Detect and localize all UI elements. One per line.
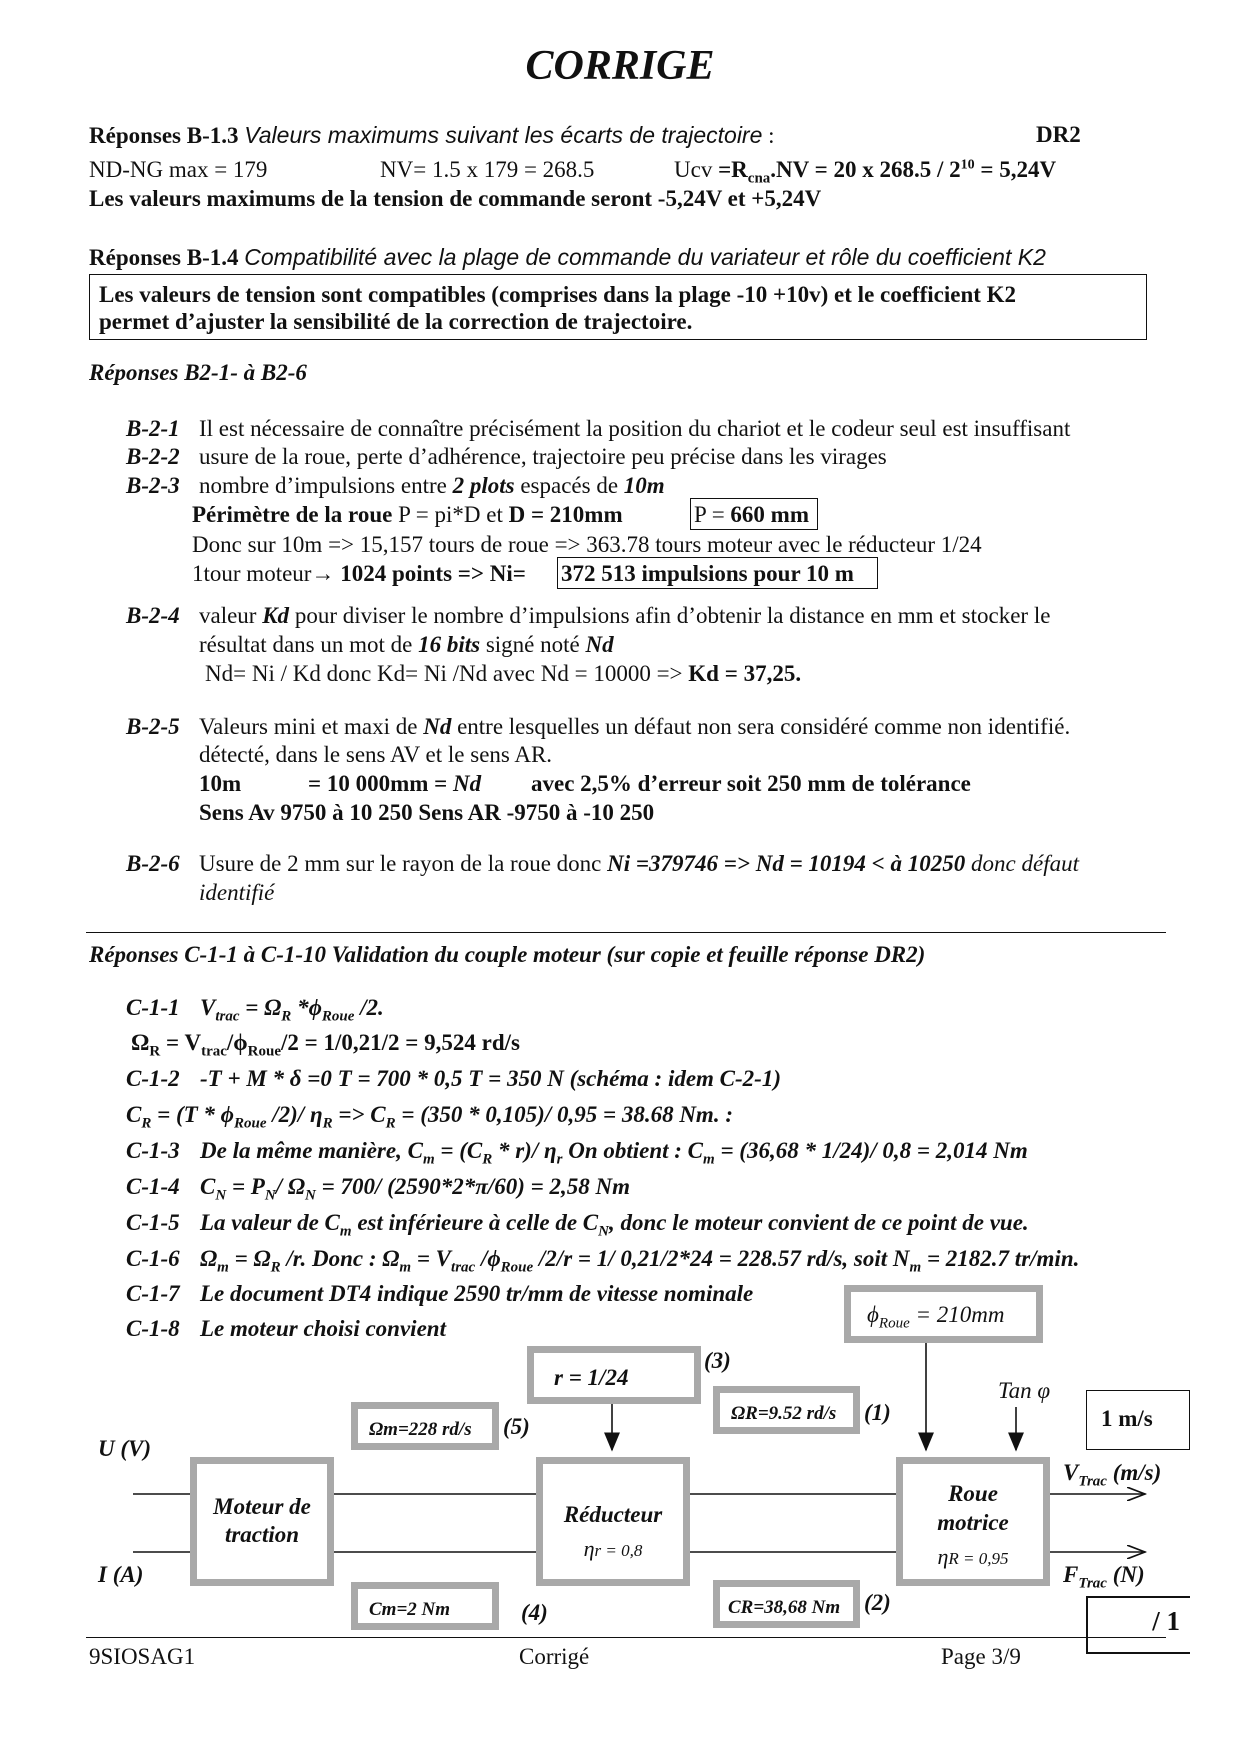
b24-num: B-2-4 — [126, 603, 180, 628]
footer-page-number: Page 3/9 — [941, 1644, 1021, 1669]
b24-l1a: valeur — [199, 603, 263, 628]
cm-text: Cm=2 Nm — [369, 1599, 451, 1620]
c16-g: = 2182.7 tr/min. — [921, 1246, 1080, 1271]
b23-perim-box-pre: P = — [694, 502, 731, 527]
c13-b: = (C — [434, 1138, 483, 1163]
b23-donc: Donc sur 10m => 15,157 tours de roue => 363.78 tours moteur avec le réducteur 1/24 — [192, 532, 982, 557]
phi-roue-a: ϕ — [867, 1302, 879, 1327]
reducer-eta — [543, 1536, 683, 1562]
label-3: (3) — [704, 1348, 731, 1373]
b25-l3d: avec 2,5% d’erreur soit 250 mm de tolérance — [531, 771, 971, 796]
b13-ndng: ND-NG max = 179 — [89, 157, 268, 182]
c16-b-sub: R — [270, 1259, 281, 1276]
c11-d: /2. — [354, 995, 384, 1020]
c11-a-sub: trac — [215, 1008, 240, 1025]
c16-num: C-1-6 — [126, 1246, 180, 1271]
r-ratio-box — [527, 1346, 701, 1404]
c16-b: = Ω — [228, 1246, 271, 1271]
b13-colon: : — [762, 123, 775, 148]
score-box — [1086, 1596, 1190, 1654]
wheel-eta-value: R = 0,95 — [948, 1549, 1009, 1568]
b26-l1c: donc défaut — [965, 851, 1079, 876]
c16-c-sub: m — [399, 1259, 412, 1276]
ftrac-sub: Trac — [1078, 1575, 1107, 1592]
vtrac-a: V — [1063, 1460, 1079, 1485]
i-label: I (A) — [98, 1562, 144, 1587]
phi-roue-b: = 210mm — [909, 1302, 1005, 1327]
b23-perim-eq: P = pi*D et — [392, 502, 509, 527]
motor-label-line1: Moteur de — [213, 1494, 311, 1519]
motor-label-line2: traction — [224, 1522, 300, 1547]
c12b-d-sub: R — [385, 1115, 396, 1132]
r-ratio-text: r = 1/24 — [554, 1365, 629, 1390]
c12b-c-sub: R — [322, 1115, 333, 1132]
omega-m-box — [351, 1402, 499, 1450]
c11b-b-sub: trac — [201, 1043, 227, 1060]
c14-d: = 700/ (2590*2*π/60) = 2,58 Nm — [315, 1174, 630, 1199]
reducer-eta-value: r = 0,8 — [594, 1541, 643, 1560]
c14-a-sub: N — [215, 1187, 227, 1204]
b14-heading: Réponses B-1.4 — [89, 245, 239, 270]
b25-l1c: entre lesquelles un défaut non sera considéré comme non identifié. — [451, 714, 1071, 739]
label-1: (1) — [864, 1400, 891, 1425]
b25-l3c: Nd — [453, 771, 482, 796]
c12-num: C-1-2 — [126, 1066, 180, 1091]
c14-b-sub: N — [264, 1187, 276, 1204]
c11b-c-sub: Roue — [247, 1043, 281, 1060]
wheel-eta-symbol: η — [937, 1544, 949, 1569]
c1-heading: Réponses C-1-1 à C-1-10 Validation du couple moteur (sur copie et feuille réponse DR2) — [89, 942, 926, 967]
c13-num: C-1-3 — [126, 1138, 180, 1163]
b23-perim-d: D = 210mm — [508, 502, 623, 527]
c18-num: C-1-8 — [126, 1316, 180, 1341]
c15-a: La valeur de C — [200, 1210, 340, 1235]
footer-left: 9SIOSAG1 — [89, 1644, 196, 1669]
wheel-block — [896, 1457, 1050, 1586]
c12b-b-sub: Roue — [233, 1115, 267, 1132]
c11b-d: /2 = 1/0,21/2 = 9,524 rd/s — [280, 1030, 520, 1055]
b23-ni-box-text: 372 513 impulsions pour 10 m — [561, 561, 854, 586]
c12b-b: = (T * ϕ — [151, 1102, 234, 1127]
motor-block — [190, 1457, 334, 1586]
speed-box — [1086, 1390, 1190, 1450]
b24-l1b: Kd — [262, 603, 290, 628]
c12b-e: = (350 * 0,105)/ 0,95 = 38.68 Nm. : — [395, 1102, 733, 1127]
u-label: U (V) — [98, 1436, 152, 1461]
b14-box-line2: permet d’ajuster la sensibilité de la correction de trajectoire. — [99, 309, 693, 334]
c11b-a: Ω — [131, 1030, 150, 1055]
c11b-a-sub: R — [149, 1043, 161, 1060]
c13-b-sub: R — [482, 1151, 493, 1168]
c12b-d: => C — [332, 1102, 386, 1127]
reducer-block — [536, 1457, 690, 1586]
c16-e: /ϕ — [475, 1246, 501, 1271]
ftrac-a: F — [1063, 1562, 1079, 1587]
c14-a: C — [200, 1174, 216, 1199]
c11b-c: /ϕ — [226, 1030, 248, 1055]
page-title: CORRIGE — [525, 43, 715, 89]
b2-heading: Réponses B2-1- à B2-6 — [89, 360, 307, 385]
c16-f-sub: m — [909, 1259, 922, 1276]
b13-ucv: Ucv — [674, 157, 713, 182]
b21-num: B-2-1 — [126, 416, 180, 441]
vtrac-b: (m/s) — [1106, 1460, 1162, 1485]
b14-box-line1: Les valeurs de tension sont compatibles (comprises dans la plage -10 +10v) et le coefficient K2 — [99, 282, 1017, 307]
b13-ucv-eq1: =R — [718, 157, 748, 182]
c13-e: = (36,68 * 1/24)/ 0,8 = 2,014 Nm — [714, 1138, 1028, 1163]
score-text: / 1 — [1152, 1606, 1180, 1636]
c16-c: /r. Donc : Ω — [280, 1246, 400, 1271]
b23-text1: nombre d’impulsions entre — [199, 473, 453, 498]
b23-tour-pre: 1tour moteur — [192, 561, 312, 586]
c14-c-sub: N — [305, 1187, 316, 1204]
b25-line4: Sens Av 9750 à 10 250 Sens AR -9750 à -10 250 — [199, 800, 655, 825]
wheel-label-line2: motrice — [937, 1510, 1009, 1535]
speed-box-text: 1 m/s — [1101, 1406, 1153, 1431]
c12b-c: /2)/ η — [266, 1102, 323, 1127]
tan-phi-label: Tan φ — [998, 1378, 1051, 1403]
c13-c: * r)/ η — [492, 1138, 557, 1163]
b26-l1a: Usure de 2 mm sur le rayon de la roue donc — [199, 851, 608, 876]
b26-l1b: Ni =379746 => Nd = 10194 < à 10250 — [607, 851, 966, 876]
ftrac-b: (N) — [1106, 1562, 1145, 1587]
b24-l3a: Nd= Ni / Kd donc Kd= Ni /Nd avec Nd = 10000 => — [205, 661, 689, 686]
c11-a: V — [200, 995, 216, 1020]
cr-text: CR=38,68 Nm — [728, 1597, 841, 1618]
c11-c: *ϕ — [291, 995, 322, 1020]
b24-l2d: Nd — [585, 632, 614, 657]
b25-l3a: 10m — [199, 771, 242, 796]
c15-num: C-1-5 — [126, 1210, 180, 1235]
b22-num: B-2-2 — [126, 444, 180, 469]
reducer-eta-symbol: η — [583, 1536, 595, 1561]
c18-text: Le moteur choisi convient — [200, 1316, 446, 1341]
c15-b: est inférieure à celle de C — [351, 1210, 599, 1235]
cm-box — [351, 1582, 499, 1630]
b24-l1c: pour diviser le nombre d’impulsions afin d’obtenir la distance en mm et stocker le — [289, 603, 1051, 628]
b23-text2: espacés de — [514, 473, 624, 498]
b23-perim-label: Périmètre de la roue — [192, 502, 393, 527]
b13-subtitle: Valeurs maximums suivant les écarts de trajectoire — [244, 122, 763, 148]
label-4: (4) — [521, 1600, 548, 1625]
c16-a-sub: m — [217, 1259, 229, 1276]
b25-l3b: = 10 000mm = — [308, 771, 454, 796]
c16-d: = V — [411, 1246, 452, 1271]
c14-b: = P — [226, 1174, 265, 1199]
b24-l2b: 16 bits — [418, 632, 481, 657]
c11-b: = Ω — [239, 995, 282, 1020]
omega-r-box — [713, 1386, 860, 1434]
b23-perim-box-val: 660 mm — [730, 502, 809, 527]
label-5: (5) — [503, 1414, 530, 1439]
c12b-a: C — [126, 1102, 142, 1127]
b25-line2: détecté, dans le sens AV et le sens AR. — [199, 742, 553, 767]
b24-l2c: signé noté — [480, 632, 586, 657]
b13-conclusion: Les valeurs maximums de la tension de commande seront -5,24V et +5,24V — [89, 186, 822, 211]
reducer-label: Réducteur — [563, 1502, 663, 1527]
b23-num: B-2-3 — [126, 473, 180, 498]
wheel-label-line1: Roue — [948, 1481, 998, 1506]
c12-text: -T + M * δ =0 T = 700 * 0,5 T = 350 N (schéma : idem C-2-1) — [200, 1066, 781, 1091]
c16-a: Ω — [200, 1246, 218, 1271]
c16-f: /2/r = 1/ 0,21/2*24 = 228.57 rd/s, soit N — [533, 1246, 910, 1271]
c12b-a-sub: R — [141, 1115, 152, 1132]
b13-ucv-eq2: .NV = 20 x 268.5 / 2 — [770, 157, 961, 182]
c13-a-sub: m — [422, 1151, 435, 1168]
c17-text: Le document DT4 indique 2590 tr/mm de vitesse nominale — [200, 1281, 754, 1306]
c15-a-sub: m — [339, 1223, 352, 1240]
c13-c-sub: r — [556, 1151, 563, 1168]
omega-r-text: ΩR=9.52 rd/s — [731, 1403, 837, 1424]
c13-d: On obtient : C — [562, 1138, 704, 1163]
wheel-eta — [903, 1544, 1043, 1570]
c13-a: De la même manière, C — [200, 1138, 423, 1163]
b14-subtitle: Compatibilité avec la plage de commande du variateur et rôle du coefficient K2 — [244, 244, 1046, 270]
c14-num: C-1-4 — [126, 1174, 180, 1199]
vtrac-sub: Trac — [1078, 1473, 1107, 1490]
b13-tag: DR2 — [1036, 122, 1081, 147]
b13-heading: Réponses B-1.3 — [89, 123, 239, 148]
vtrac-label — [1063, 1460, 1161, 1491]
phi-roue-box — [844, 1285, 1043, 1343]
ftrac-label — [1063, 1562, 1145, 1593]
phi-roue-text — [867, 1302, 1004, 1333]
label-2: (2) — [864, 1590, 891, 1615]
c11-b-sub: R — [281, 1008, 292, 1025]
footer-divider — [86, 1637, 1166, 1638]
b26-line2: identifié — [199, 880, 275, 905]
b21-text: Il est nécessaire de connaître précisément la position du chariot et le codeur seul est insuffisant — [199, 416, 1071, 441]
cr-box — [713, 1580, 860, 1628]
b25-l1a: Valeurs mini et maxi de — [199, 714, 424, 739]
c11b-b: = V — [160, 1030, 202, 1055]
b25-l1b: Nd — [423, 714, 452, 739]
b25-num: B-2-5 — [126, 714, 180, 739]
footer-center: Corrigé — [519, 1644, 590, 1669]
b22-text: usure de la roue, perte d’adhérence, trajectoire peu précise dans les virages — [199, 444, 887, 469]
c13-d-sub: m — [703, 1151, 715, 1168]
c14-c: / Ω — [275, 1174, 305, 1199]
c15-b-sub: N — [598, 1223, 609, 1240]
c16-d-sub: trac — [451, 1259, 476, 1276]
c15-c: , donc le moteur convient de ce point de vue. — [608, 1210, 1029, 1235]
b13-nv: NV= 1.5 x 179 = 268.5 — [380, 157, 595, 182]
b23-bold1: 2 plots — [452, 473, 515, 498]
b23-tour-bold: 1024 points => Ni= — [334, 561, 526, 586]
arrow-icon: → — [311, 561, 335, 586]
omega-m-text: Ωm=228 rd/s — [369, 1419, 472, 1440]
b13-ucv-eq3: = 5,24V — [980, 157, 1057, 182]
b13-ucv-sub: cna — [747, 170, 771, 187]
b24-l3b: Kd = 37,25. — [688, 661, 802, 686]
c11-c-sub: Roue — [321, 1008, 355, 1025]
c11-num: C-1-1 — [126, 995, 180, 1020]
c17-num: C-1-7 — [126, 1281, 180, 1306]
b13-ucv-exp: 10 — [960, 157, 975, 173]
phi-roue-sub: Roue — [878, 1315, 910, 1332]
b24-l2a: résultat dans un mot de — [199, 632, 419, 657]
b26-num: B-2-6 — [126, 851, 180, 876]
b23-bold2: 10m — [623, 473, 665, 498]
c16-e-sub: Roue — [500, 1259, 534, 1276]
